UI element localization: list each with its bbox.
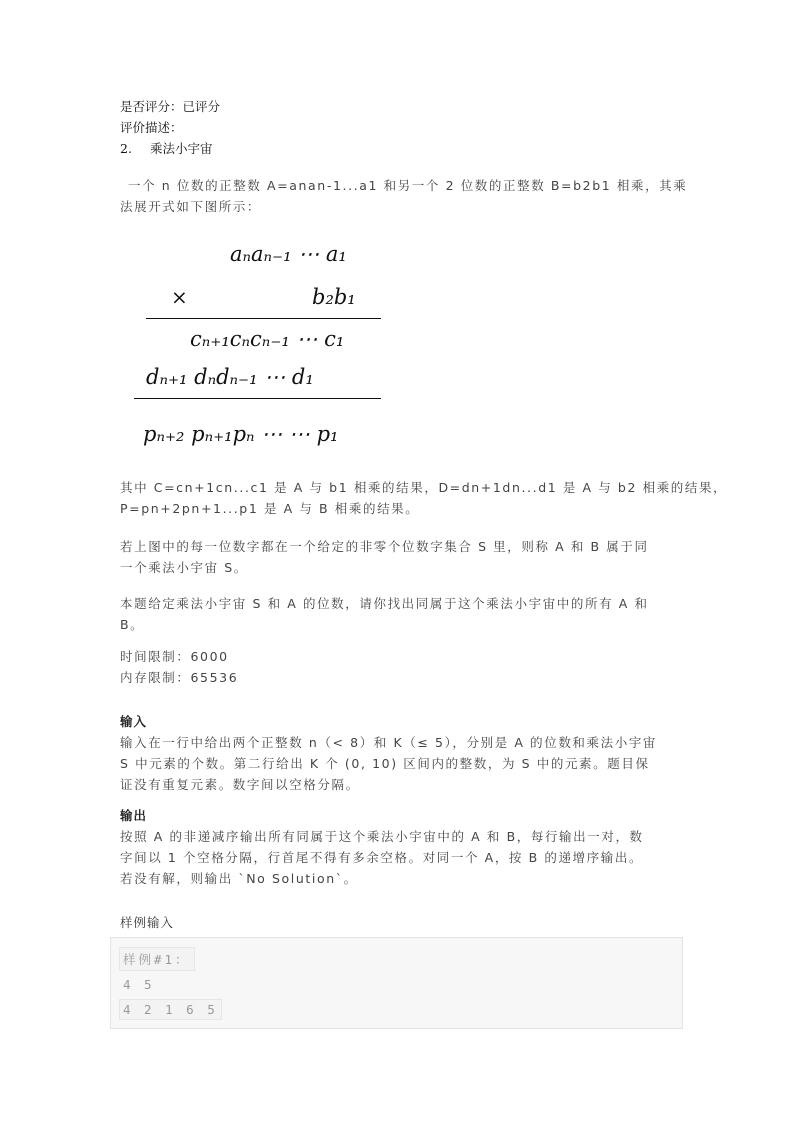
output-heading: 输出 bbox=[120, 808, 148, 823]
problem-heading bbox=[120, 139, 213, 157]
formula-partial-d: dₙ₊₁ dₙdₙ₋₁ ⋯ d₁ bbox=[146, 365, 314, 389]
output-line-2: 字间以 1 个空格分隔，行首尾不得有多余空格。对同一个 A，按 B 的递增序输出。 bbox=[120, 850, 644, 865]
output-line-1: 按照 A 的非递减序输出所有同属于这个乘法小宇宙中的 A 和 B，每行输出一对，数 bbox=[120, 829, 644, 844]
sample-input-box bbox=[110, 937, 683, 1029]
sample-line-1: 4 5 bbox=[123, 977, 155, 992]
intro-line-2: 法展开式如下图所示： bbox=[120, 199, 262, 214]
time-limit: 时间限制：6000 bbox=[120, 649, 229, 664]
problem-number: 2. bbox=[120, 141, 132, 156]
input-line-1: 输入在一行中给出两个正整数 n（< 8）和 K（≤ 5），分别是 A 的位数和乘法小宇宙 bbox=[120, 735, 658, 750]
memory-limit: 内存限制：65536 bbox=[120, 670, 239, 685]
explain-line-2: P=pn+2pn+1...p1 是 A 与 B 相乘的结果。 bbox=[120, 501, 420, 516]
definition-line-1: 若上图中的每一位数字都在一个给定的非零个位数字集合 S 里，则称 A 和 B 属于同 bbox=[120, 539, 649, 554]
input-line-3: 证没有重复元素。数字间以空格分隔。 bbox=[120, 777, 360, 792]
formula-partial-c: cₙ₊₁cₙcₙ₋₁ ⋯ c₁ bbox=[190, 327, 345, 351]
formula-rule-2 bbox=[134, 398, 381, 399]
intro-line-1: 一个 n 位数的正整数 A=anan-1...a1 和另一个 2 位数的正整数 B=b2b1 相乘，其乘 bbox=[128, 178, 688, 193]
input-heading: 输入 bbox=[120, 714, 148, 729]
times-sign: × bbox=[171, 285, 188, 309]
explain-line-1: 其中 C=cn+1cn...c1 是 A 与 b1 相乘的结果，D=dn+1dn...d1 是 A 与 b2 相乘的结果， bbox=[120, 480, 728, 495]
input-line-2: S 中元素的个数。第二行给出 K 个 (0, 10) 区间内的整数，为 S 中的元素。题目保 bbox=[120, 756, 650, 771]
output-line-3: 若没有解，则输出 `No Solution`。 bbox=[120, 871, 358, 886]
formula-rule-1 bbox=[146, 318, 381, 319]
sample-input-heading: 样例输入 bbox=[120, 915, 175, 930]
formula-product-p: pₙ₊₂ pₙ₊₁pₙ ⋯ ⋯ p₁ bbox=[143, 422, 339, 446]
sample-label: 样例#1： bbox=[119, 947, 195, 971]
task-line-1: 本题给定乘法小宇宙 S 和 A 的位数，请你找出同属于这个乘法小宇宙中的所有 A 和 bbox=[120, 596, 649, 611]
formula-multiplier: b₂b₁ bbox=[312, 285, 356, 309]
definition-line-2: 一个乘法小宇宙 S。 bbox=[120, 560, 248, 575]
problem-title: 乘法小宇宙 bbox=[150, 141, 213, 156]
sample-line-2: 4 2 1 6 5 bbox=[119, 999, 222, 1020]
graded-status: 是否评分：已评分 bbox=[120, 99, 221, 114]
formula-multiplicand: aₙaₙ₋₁ ⋯ a₁ bbox=[230, 242, 347, 266]
evaluation-description-label: 评价描述： bbox=[120, 120, 183, 135]
task-line-2: B。 bbox=[120, 617, 145, 632]
